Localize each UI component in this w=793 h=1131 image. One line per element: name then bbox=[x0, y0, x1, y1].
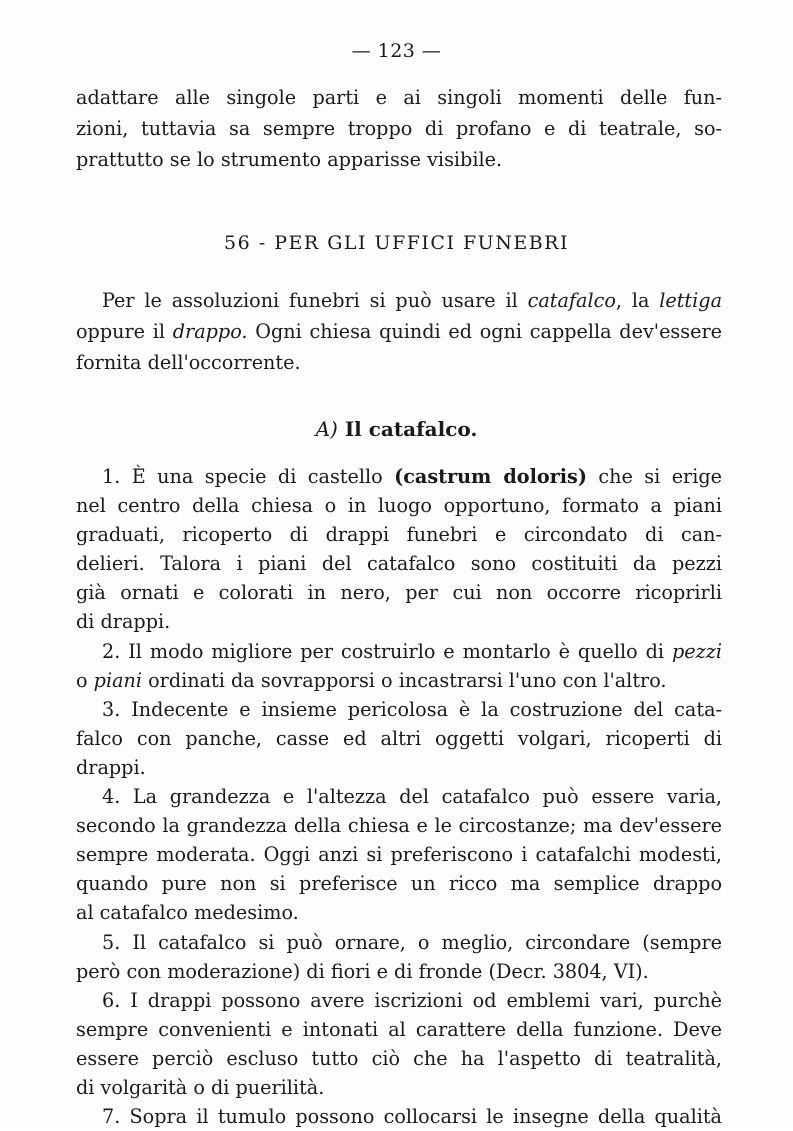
term-castrum-doloris: (castrum doloris) bbox=[394, 465, 587, 488]
term-pezzi: pezzi bbox=[672, 639, 722, 663]
text-line: Per le assoluzioni funebri si può usare il catafalco, la lettiga bbox=[102, 289, 723, 312]
term-lettiga: lettiga bbox=[659, 289, 723, 312]
text-line: adattare alle singole parti e ai singoli momenti delle fun- bbox=[76, 86, 722, 109]
item-6-line: 6. I drappi possono avere iscrizioni od emblemi vari, purchè bbox=[102, 988, 722, 1012]
item-1-line: già ornati e colorati in nero, per cui non occorre ricoprirli bbox=[76, 581, 722, 605]
item-6-line: di volgarità o di puerilità. bbox=[76, 1075, 325, 1099]
subsection-heading bbox=[0, 417, 793, 441]
section-heading: 56 - PER GLI UFFICI FUNEBRI bbox=[224, 232, 569, 254]
item-1-line: delieri. Talora i piani del catafalco sono costituiti da pezzi bbox=[76, 552, 722, 576]
text-line: prattutto se lo strumento apparisse visibile. bbox=[76, 148, 503, 171]
section-intro-paragraph bbox=[76, 285, 722, 378]
page-number: — 123 — bbox=[351, 40, 442, 62]
item-5-line: 5. Il catafalco si può ornare, o meglio, circondare (sempre bbox=[102, 930, 722, 954]
item-3-line: 3. Indecente e insieme pericolosa è la costruzione del cata- bbox=[102, 697, 722, 721]
term-piani: piani bbox=[93, 668, 143, 692]
item-4-line: 4. La grandezza e l'altezza del catafalco può essere varia, bbox=[102, 785, 722, 809]
text-line: fornita dell'occorrente. bbox=[76, 351, 301, 374]
item-6-line: sempre convenienti e intonati al carattere della funzione. Deve bbox=[76, 1017, 722, 1041]
item-4-line: secondo la grandezza della chiesa e le circostanze; ma dev'essere bbox=[76, 814, 722, 838]
item-6-line: essere perciò escluso tutto ciò che ha l'aspetto di teatralità, bbox=[76, 1046, 722, 1070]
item-4-line: quando pure non si preferisce un ricco ma semplice drappo bbox=[76, 872, 722, 896]
item-2-line: o piani ordinati da sovrapporsi o incastrarsi l'uno con l'altro. bbox=[76, 668, 667, 692]
item-3-line: drappi. bbox=[76, 755, 146, 779]
term-drappo: drappo. bbox=[172, 320, 248, 343]
numbered-items bbox=[76, 462, 722, 1131]
item-4-line: sempre moderata. Oggi anzi si preferiscono i catafalchi modesti, bbox=[76, 843, 722, 867]
item-2-line: 2. Il modo migliore per costruirlo e montarlo è quello di pezzi bbox=[102, 639, 722, 663]
item-1-line: di drappi. bbox=[76, 610, 171, 634]
term-catafalco: catafalco bbox=[527, 289, 616, 312]
item-4-line: al catafalco medesimo. bbox=[76, 901, 299, 925]
text-line: zioni, tuttavia sa sempre troppo di profano e di teatrale, so- bbox=[76, 117, 722, 140]
item-1-line: nel centro della chiesa o in luogo opportuno, formato a piani bbox=[76, 494, 722, 518]
item-1-line: graduati, ricoperto di drappi funebri e circondato di can- bbox=[76, 523, 722, 547]
item-7-line: 7. Sopra il tumulo possono collocarsi le insegne della qualità bbox=[102, 1105, 722, 1129]
intro-paragraph bbox=[76, 82, 722, 175]
subsection-letter: A) bbox=[315, 417, 338, 441]
item-5-line: però con moderazione) di fiori e di fronde (Decr. 3804, VI). bbox=[76, 959, 649, 983]
subsection-title: Il catafalco. bbox=[344, 417, 478, 441]
item-1-line: 1. È una specie di castello (castrum doloris) che si erige bbox=[102, 465, 722, 488]
item-3-line: falco con panche, casse ed altri oggetti volgari, ricoperti di bbox=[76, 726, 722, 750]
text-line: oppure il drappo. Ogni chiesa quindi ed ogni cappella dev'essere bbox=[76, 320, 722, 343]
